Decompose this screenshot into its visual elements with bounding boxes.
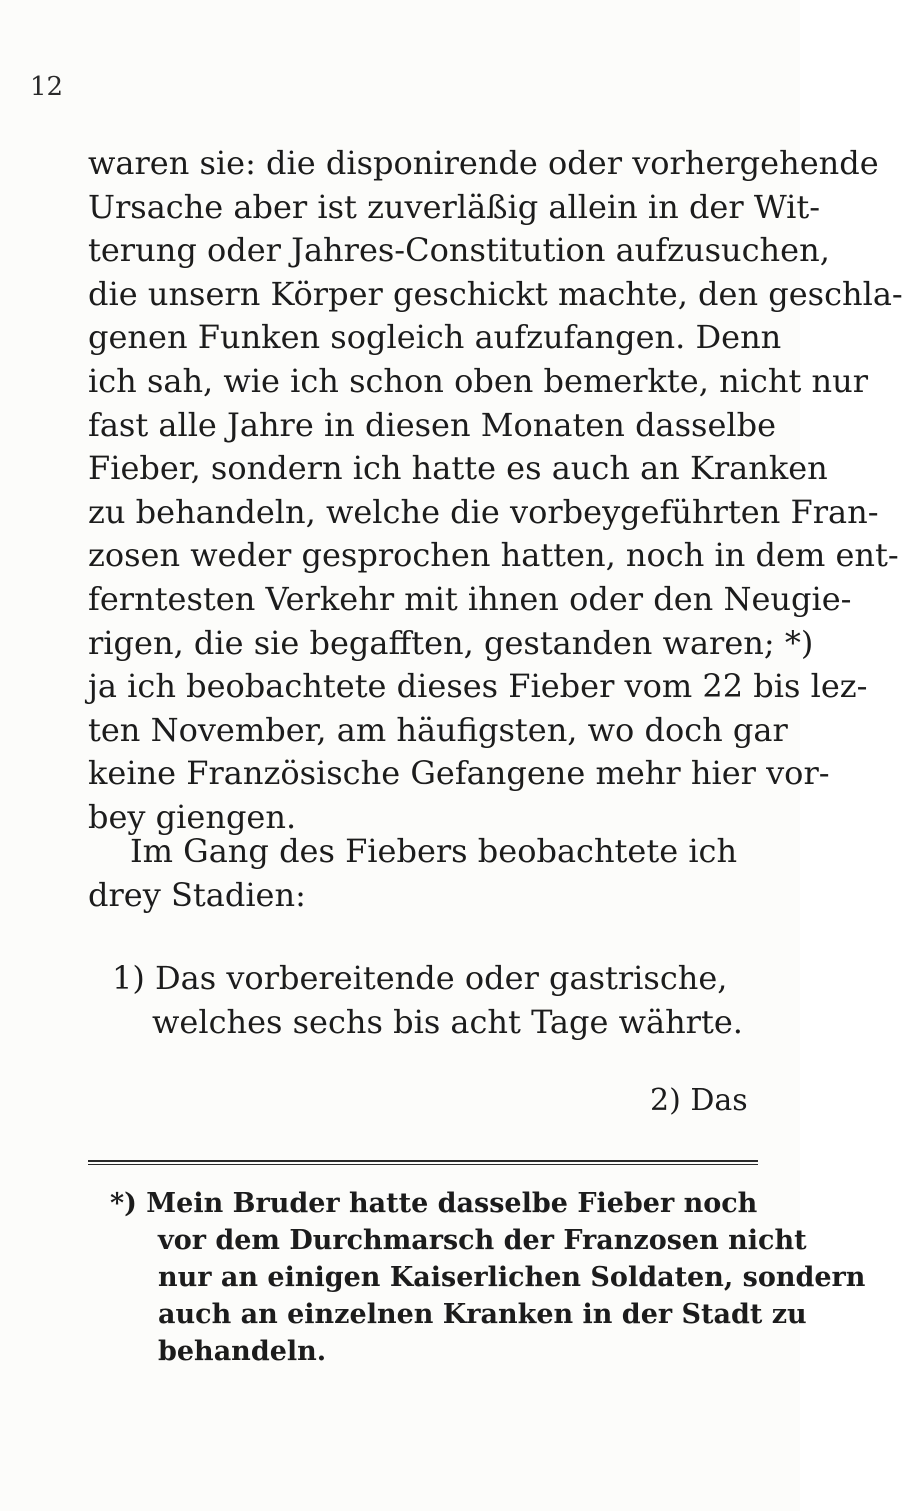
text-line: ten November, am häufigsten, wo doch gar: [88, 710, 788, 749]
text-line: zu behandeln, welche die vorbeygeführten Fran-: [88, 492, 879, 531]
catchword: 2) Das: [650, 1083, 748, 1118]
text-line: ferntesten Verkehr mit ihnen oder den Neugie-: [88, 579, 852, 618]
text-line: die unsern Körper geschickt machte, den geschla-: [88, 274, 903, 313]
text-line: zosen weder gesprochen hatten, noch in dem ent-: [88, 536, 899, 575]
footnote-line: behandeln.: [158, 1336, 327, 1367]
stage-list-item-1: [112, 957, 812, 1044]
text-line: fast alle Jahre in diesen Monaten dasselbe: [88, 405, 777, 444]
main-paragraph: [88, 142, 903, 840]
text-line: terung oder Jahres-Constitution aufzusuchen,: [88, 231, 830, 270]
text-line: drey Stadien:: [88, 875, 306, 914]
footnote-line: *) Mein Bruder hatte dasselbe Fieber noch: [110, 1188, 758, 1219]
text-line: 1) Das vorbereitende oder gastrische,: [112, 959, 728, 997]
footnote-rule: [88, 1160, 758, 1162]
text-line: Ursache aber ist zuverläßig allein in der Wit-: [88, 187, 821, 226]
text-line: welches sechs bis acht Tage währte.: [152, 1002, 743, 1041]
text-line: rigen, die sie begafften, gestanden waren; *): [88, 623, 814, 662]
page-number: 12: [30, 72, 64, 102]
text-line: ich sah, wie ich schon oben bemerkte, nicht nur: [88, 361, 868, 400]
text-line: bey giengen.: [88, 797, 297, 836]
footnote: [110, 1185, 866, 1370]
footnote-line: vor dem Durchmarsch der Franzosen nicht: [158, 1225, 807, 1256]
text-line: Im Gang des Fiebers beobachtete ich: [130, 832, 738, 870]
text-line: ja ich beobachtete dieses Fieber vom 22 bis lez-: [88, 667, 868, 706]
text-line: Fieber, sondern ich hatte es auch an Kranken: [88, 449, 828, 488]
stages-intro-paragraph: [88, 830, 788, 917]
footnote-line: auch an einzelnen Kranken in der Stadt zu: [158, 1299, 807, 1330]
text-line: keine Französische Gefangene mehr hier vor-: [88, 754, 830, 793]
text-line: waren sie: die disponirende oder vorhergehende: [88, 144, 879, 182]
text-line: genen Funken sogleich aufzufangen. Denn: [88, 318, 782, 357]
footnote-rule-thin: [88, 1164, 758, 1165]
footnote-line: nur an einigen Kaiserlichen Soldaten, sondern: [158, 1262, 866, 1293]
